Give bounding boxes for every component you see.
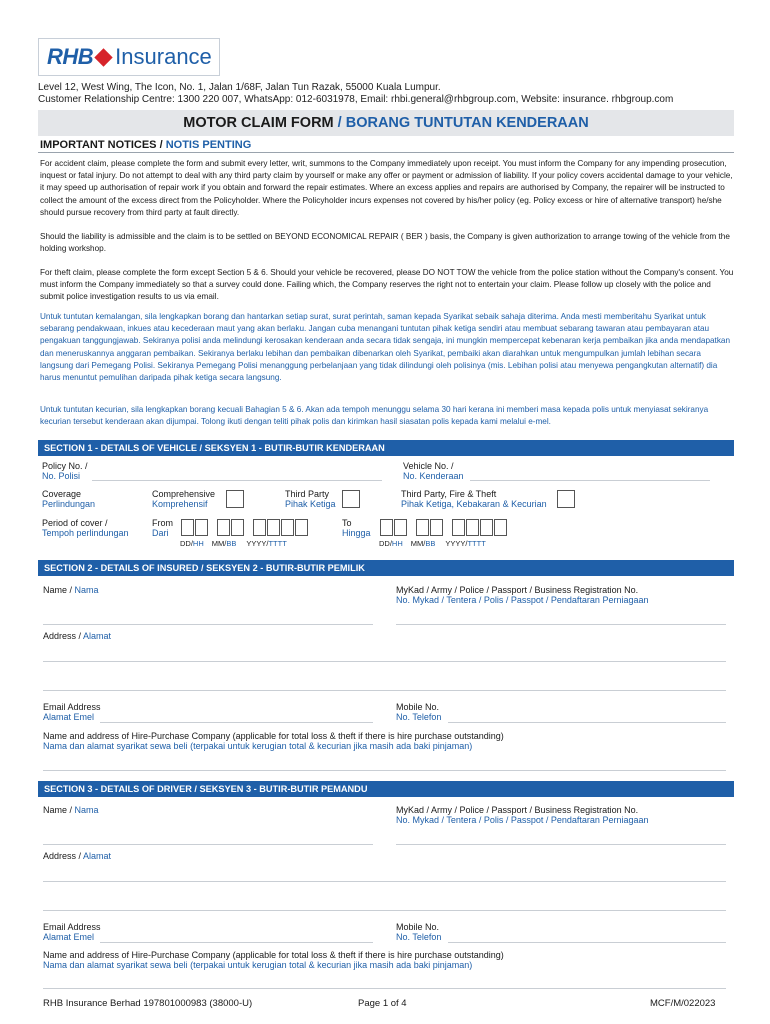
- tpft-label: [401, 489, 547, 509]
- from-yyyy-box-3[interactable]: [281, 519, 294, 536]
- from-yyyy-box-4[interactable]: [295, 519, 308, 536]
- notice-paragraph-ber-en: Should the liability is admissible and the claim is to be settled on BEYOND ECONOMICAL REPAIR ( BER ) basis, the Company is given authorization to arrange towing of the vehicle from the holding workshop.: [40, 232, 730, 254]
- s3-email-label-en: Email Address: [43, 922, 101, 932]
- from-date-format: [180, 539, 287, 548]
- to-fmt-mm: MM/: [410, 539, 426, 548]
- s3-id-label: [396, 805, 648, 825]
- comprehensive-checkbox[interactable]: [226, 490, 244, 508]
- s3-id-label-ms: No. Mykad / Tentera / Polis / Passpot / Pendaftaran Perniagaan: [396, 815, 649, 825]
- to-dd-box-2[interactable]: [394, 519, 407, 536]
- third-party-label: [285, 489, 336, 509]
- to-label-en: To: [342, 518, 352, 528]
- period-label: [42, 518, 129, 538]
- to-yyyy-box-4[interactable]: [494, 519, 507, 536]
- period-label-en: Period of cover /: [42, 518, 108, 528]
- to-yyyy-box-1[interactable]: [452, 519, 465, 536]
- s2-id-label: [396, 585, 648, 605]
- to-label-ms: Hingga: [342, 528, 371, 538]
- to-dd-box-1[interactable]: [380, 519, 393, 536]
- s2-id-label-ms: No. Mykad / Tentera / Polis / Passpot / Pendaftaran Perniagaan: [396, 595, 649, 605]
- notice-paragraph-accident-en: For accident claim, please complete the form and submit every letter, writ, summons to the Company immediately upon receipt. You must inform the Company for any impending prosecution, inquest or fatal injury. Do not attempt to deal with any third party claim by yourself or make any offer or payment or admission of liability. If your policy covers accidental damage to your vehicle, it may speed up authorisation of repair work if you obtain and forward the repair estimates. Where an excess applies and repairs are authorised by Company, the repairer will be instructed to collect the amount of the excess direct from the Policyholder. Where the Policyholder incurs expenses not covered by his/her policy (eg. Policy excess or hire of alternative transport) he/she should pursue recovery from third party at fault directly.: [40, 159, 733, 217]
- to-fmt-tttt: TTTT: [467, 539, 486, 548]
- notice-paragraph-accident-ms: Untuk tuntutan kemalangan, sila lengkapkan borang dan hantarkan setiap surat, surat perintah, saman kepada Syarikat sebaik sahaja diterima. Anda mesti memberitahu Syarikat untuk sebarang pendakwaan, inkues atau kecederaan maut yang akan berlaku. Jangan cuba menangani tuntutan pihak ketiga sendiri atau membuat sebarang tawaran atau pembayaran atau pengakuan tanggungjawab. Sekiranya polisi anda melindungi kerosakan kenderaan anda secara tidak sengaja, ini mungkin mempercepat kebenaran kerja pembaikan jika anda mendapatkan dan meneruskannya anggaran pembaikan. Sekiranya berlaku lebihan dan pembaikan dibenarkan oleh Syarikat, pembaiki akan diarahkan untuk mengumpulkan jumlah lebihan secara langsung dari Pemegang Polisi. Sekiranya Pemegang Polisi menanggung perbelanjaan yang tidak dilindungi oleh polisinya (mis. Lebihan polisi atau menyewa pengangkutan alternatif) dia harus menuntut pemulihan daripada pihak ketiga secara langsung.: [40, 312, 731, 383]
- to-date-format: [379, 539, 486, 548]
- s2-hp-label-ms: Nama dan alamat syarikat sewa beli (terpakai untuk kerugian total & kecurian jika masih ada baki pinjaman): [43, 741, 473, 751]
- from-date-boxes[interactable]: [181, 519, 309, 541]
- form-title-ms: BORANG TUNTUTAN KENDERAAN: [345, 115, 589, 131]
- s3-id-field[interactable]: [396, 844, 726, 845]
- policy-no-label-ms: No. Polisi: [42, 471, 81, 481]
- s2-hp-label: [43, 731, 504, 751]
- from-dd-box-2[interactable]: [195, 519, 208, 536]
- logo-rhb-text: RHB: [47, 44, 94, 69]
- s2-address-line-2[interactable]: [43, 690, 726, 691]
- policy-no-label-en: Policy No. /: [42, 461, 88, 471]
- policy-no-field[interactable]: [92, 480, 382, 481]
- s3-hp-label-ms: Nama dan alamat syarikat sewa beli (terpakai untuk kerugian total & kecurian jika masih ada baki pinjaman): [43, 960, 473, 970]
- s3-address-label-ms: Alamat: [83, 851, 112, 861]
- s2-name-label: [43, 585, 99, 595]
- s3-address-line-2[interactable]: [43, 910, 726, 911]
- footer-company: RHB Insurance Berhad 197801000983 (38000-U): [43, 998, 253, 1009]
- s2-hp-label-en: Name and address of Hire-Purchase Company (applicable for total loss & theft if there is hire purchase outstanding): [43, 731, 504, 741]
- from-yyyy-box-1[interactable]: [253, 519, 266, 536]
- tpft-checkbox[interactable]: [557, 490, 575, 508]
- s2-id-field[interactable]: [396, 624, 726, 625]
- s3-address-line-1[interactable]: [43, 881, 726, 882]
- s2-address-line-1[interactable]: [43, 661, 726, 662]
- coverage-label: [42, 489, 95, 509]
- coverage-label-ms: Perlindungan: [42, 499, 96, 509]
- s2-id-label-en: MyKad / Army / Police / Passport / Business Registration No.: [396, 585, 639, 595]
- from-dd-box-1[interactable]: [181, 519, 194, 536]
- policy-no-label: [42, 461, 88, 481]
- to-yyyy-box-2[interactable]: [466, 519, 479, 536]
- s3-hp-label: [43, 950, 504, 970]
- section1-header: SECTION 1 - DETAILS OF VEHICLE / SEKSYEN 1 - BUTIR-BUTIR KENDERAAN: [38, 440, 734, 456]
- s3-email-field[interactable]: [100, 942, 373, 943]
- s3-name-label-en: Name /: [43, 805, 75, 815]
- section3-header: SECTION 3 - DETAILS OF DRIVER / SEKSYEN 3 - BUTIR-BUTIR PEMANDU: [38, 781, 734, 797]
- comprehensive-label: [152, 489, 215, 509]
- s2-mobile-label: [396, 702, 441, 722]
- s3-name-label: [43, 805, 99, 815]
- to-date-boxes[interactable]: [380, 519, 508, 541]
- comprehensive-label-ms: Komprehensif: [152, 499, 208, 509]
- from-label: [152, 518, 173, 538]
- s2-email-label: [43, 702, 101, 722]
- from-fmt-tttt: TTTT: [268, 539, 287, 548]
- s3-hp-field[interactable]: [43, 988, 726, 989]
- address-line-2: Customer Relationship Centre: 1300 220 007, WhatsApp: 012-6031978, Email: rhbi.general@rhbgroup.com, Website: insurance. rhbgroup.com: [38, 94, 674, 105]
- to-label: [342, 518, 371, 538]
- s2-email-label-en: Email Address: [43, 702, 101, 712]
- to-fmt-yyyy: YYYY/: [445, 539, 468, 548]
- from-fmt-bb: BB: [226, 539, 237, 548]
- from-fmt-dd: DD/: [180, 539, 193, 548]
- to-fmt-hh: HH: [391, 539, 403, 548]
- to-fmt-dd: DD/: [379, 539, 392, 548]
- section2-header: SECTION 2 - DETAILS OF INSURED / SEKSYEN 2 - BUTIR-BUTIR PEMILIK: [38, 560, 734, 576]
- rhb-insurance-logo: [38, 38, 220, 76]
- logo-diamond-icon: [94, 48, 112, 66]
- notices-divider: [38, 152, 734, 153]
- logo-insurance-text: Insurance: [115, 44, 212, 69]
- third-party-label-ms: Pihak Ketiga: [285, 499, 336, 509]
- notice-paragraph-theft-ms: Untuk tuntutan kecurian, sila lengkapkan borang kecuali Bahagian 5 & 6. Akan ada tempoh menunggu selama 30 hari kerana ini memberi masa kepada polis untuk menyiasat sekiranya kecurian tersebut kenderaan akan dijumpai. Tolong ikuti dengan teliti pihak polis dan kirimkan hasil siasatan polis kepada kami melalui e-mel.: [40, 405, 709, 427]
- s3-address-label-en: Address /: [43, 851, 84, 861]
- s2-mobile-label-ms: No. Telefon: [396, 712, 442, 722]
- notices-heading: [40, 139, 251, 151]
- tpft-label-en: Third Party, Fire & Theft: [401, 489, 497, 499]
- s2-address-label-en: Address /: [43, 631, 84, 641]
- third-party-label-en: Third Party: [285, 489, 330, 499]
- form-title-sep: /: [333, 115, 346, 131]
- s3-mobile-label-ms: No. Telefon: [396, 932, 442, 942]
- from-mm-box-2[interactable]: [231, 519, 244, 536]
- tpft-label-ms: Pihak Ketiga, Kebakaran & Kecurian: [401, 499, 547, 509]
- s3-address-label: [43, 851, 111, 861]
- s3-name-field[interactable]: [43, 844, 373, 845]
- s2-email-label-ms: Alamat Emel: [43, 712, 95, 722]
- vehicle-no-field[interactable]: [470, 480, 710, 481]
- to-mm-box-2[interactable]: [430, 519, 443, 536]
- s3-mobile-label: [396, 922, 441, 942]
- s2-hp-field[interactable]: [43, 770, 726, 771]
- s2-mobile-field[interactable]: [448, 722, 726, 723]
- to-yyyy-box-3[interactable]: [480, 519, 493, 536]
- s2-address-label-ms: Alamat: [83, 631, 112, 641]
- to-fmt-bb: BB: [425, 539, 436, 548]
- s2-address-label: [43, 631, 111, 641]
- s3-email-label-ms: Alamat Emel: [43, 932, 95, 942]
- s2-name-label-en: Name /: [43, 585, 75, 595]
- to-mm-box-1[interactable]: [416, 519, 429, 536]
- address-line-1: Level 12, West Wing, The Icon, No. 1, Jalan 1/68F, Jalan Tun Razak, 55000 Kuala Lumpur.: [38, 82, 441, 93]
- s2-mobile-label-en: Mobile No.: [396, 702, 440, 712]
- from-fmt-yyyy: YYYY/: [246, 539, 269, 548]
- from-fmt-mm: MM/: [211, 539, 227, 548]
- s3-hp-label-en: Name and address of Hire-Purchase Company (applicable for total loss & theft if there is hire purchase outstanding): [43, 950, 504, 960]
- comprehensive-label-en: Comprehensive: [152, 489, 216, 499]
- from-mm-box-1[interactable]: [217, 519, 230, 536]
- vehicle-no-label-ms: No. Kenderaan: [403, 471, 464, 481]
- notice-paragraph-theft-en: For theft claim, please complete the form except Section 5 & 6. Should your vehicle be recovered, please DO NOT TOW the vehicle from the police station without the Company's consent. You must inform the Company immediately so that a survey could done. Failing which, the Company reserves the right not to entertain your claim. Please follow up closely with the police and submit police investigation results to us via email.: [40, 268, 734, 302]
- s3-mobile-label-en: Mobile No.: [396, 922, 440, 932]
- notices-heading-ms: NOTIS PENTING: [165, 139, 252, 151]
- s3-name-label-ms: Nama: [74, 805, 99, 815]
- footer-form-code: MCF/M/022023: [650, 998, 716, 1009]
- vehicle-no-label: [403, 461, 464, 481]
- s2-email-field[interactable]: [100, 722, 373, 723]
- coverage-label-en: Coverage: [42, 489, 82, 499]
- s2-name-field[interactable]: [43, 624, 373, 625]
- third-party-checkbox[interactable]: [342, 490, 360, 508]
- s3-mobile-field[interactable]: [448, 942, 726, 943]
- from-yyyy-box-2[interactable]: [267, 519, 280, 536]
- vehicle-no-label-en: Vehicle No. /: [403, 461, 454, 471]
- form-title-en: MOTOR CLAIM FORM: [183, 115, 334, 131]
- from-fmt-hh: HH: [192, 539, 204, 548]
- form-title: [38, 110, 734, 136]
- period-label-ms: Tempoh perlindungan: [42, 528, 129, 538]
- from-label-ms: Dari: [152, 528, 169, 538]
- s2-name-label-ms: Nama: [74, 585, 99, 595]
- notices-heading-en: IMPORTANT NOTICES /: [40, 139, 166, 151]
- s3-id-label-en: MyKad / Army / Police / Passport / Business Registration No.: [396, 805, 639, 815]
- footer-page-number: Page 1 of 4: [358, 998, 407, 1009]
- s3-email-label: [43, 922, 101, 942]
- from-label-en: From: [152, 518, 173, 528]
